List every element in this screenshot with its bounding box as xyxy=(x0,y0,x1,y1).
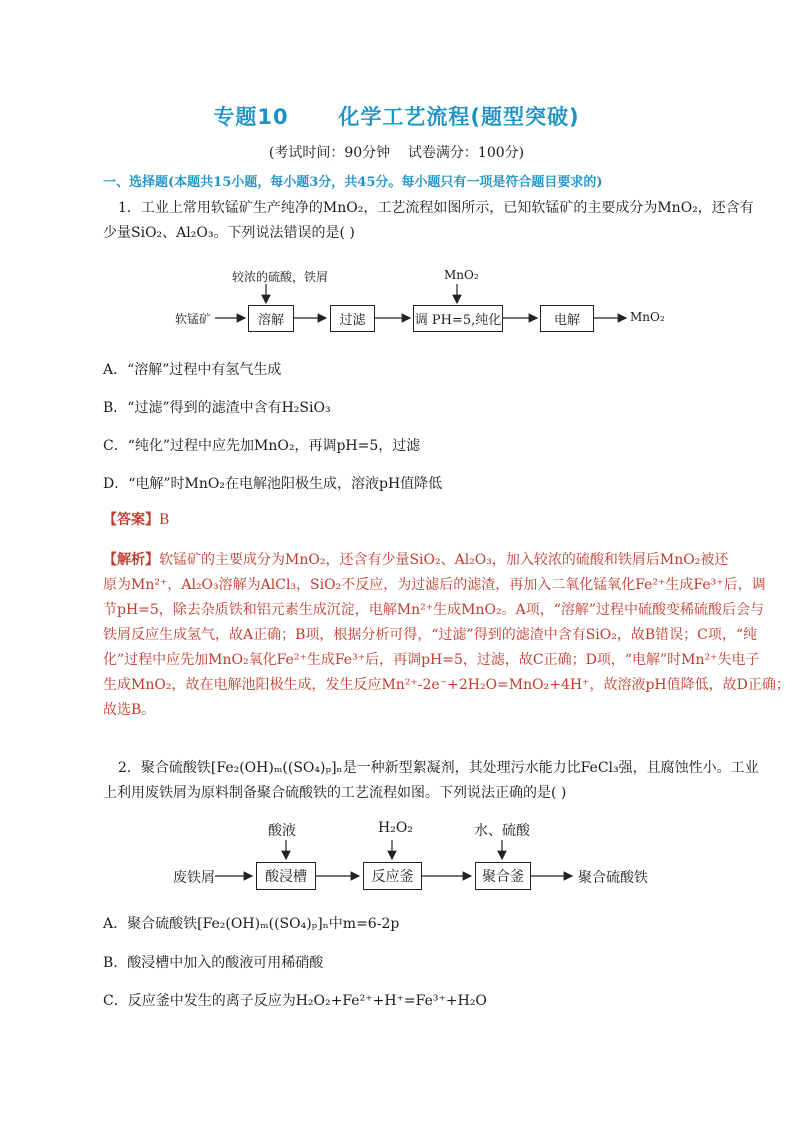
page-title: 专题10 化学工艺流程(题型突破) xyxy=(213,105,580,129)
q2-stem-line2: 上利用废铁屑为原料制备聚合硫酸铁的工艺流程如图。下列说法正确的是( ) xyxy=(103,785,567,801)
q1-reagent1-label: 较浓的硫酸，铁屑 xyxy=(232,270,329,284)
analysis-label: 【解析】 xyxy=(103,552,159,568)
q1-stem-line2: 少量SiO₂、Al₂O₃。下列说法错误的是( ) xyxy=(103,225,355,241)
q1-analysis-line: 故选B。 xyxy=(103,702,156,718)
q2-reagent-label: 酸液 xyxy=(268,823,296,839)
q1-option-b: B．“过滤”得到的滤渣中含有H₂SiO₃ xyxy=(103,400,331,416)
q1-option-c: C．“纯化”过程中应先加MnO₂，再调pH=5，过滤 xyxy=(103,438,421,454)
analysis-text: 软锰矿的主要成分为MnO₂，还含有少量SiO₂、Al₂O₃，加入较浓的硫酸和铁屑后MnO₂被还 xyxy=(159,552,729,568)
q1-analysis-line: 化”过程中应先加MnO₂氧化Fe²⁺生成Fe³⁺后，再调pH=5，过滤，故C正确；D项，“电解”时Mn²⁺失电子 xyxy=(103,652,760,668)
q1-analysis-line: 节pH=5，除去杂质铁和铝元素生成沉淀，电解Mn²⁺生成MnO₂。A项，“溶解”过程中硫酸变稀硫酸后会与 xyxy=(103,602,765,618)
q2-reagent-label: 水、硫酸 xyxy=(474,823,530,839)
q1-analysis-line: 铁屑反应生成氢气，故A正确；B项，根据分析可得，“过滤”得到的滤渣中含有SiO₂，故B错误；C项，“纯 xyxy=(103,627,758,643)
answer-value: B xyxy=(159,512,170,528)
exam-meta: (考试时间：90分钟 试卷满分：100分) xyxy=(268,145,525,161)
section-header: 一、选择题(本题共15小题，每小题3分，共45分。每小题只有一项是符合题目要求的) xyxy=(103,175,603,190)
q2-reagent-label: H₂O₂ xyxy=(378,820,413,836)
answer-label: 【答案】 xyxy=(103,512,159,528)
q1-step-box: 溶解 xyxy=(248,305,294,332)
q2-option-a: A．聚合硫酸铁[Fe₂(OH)ₘ((SO₄)ₚ]ₙ中m=6-2p xyxy=(103,916,400,932)
q1-stem-line1: 1．工业上常用软锰矿生产纯净的MnO₂，工艺流程如图所示，已知软锰矿的主要成分为MnO₂，还含有 xyxy=(118,200,754,216)
q1-step-box: 调 PH=5,纯化 xyxy=(413,305,503,332)
q1-analysis-line: 原为Mn²⁺，Al₂O₃溶解为AlCl₃，SiO₂不反应，为过滤后的滤渣，再加入二氧化锰氧化Fe²⁺生成Fe³⁺后，调 xyxy=(103,577,766,593)
q1-option-a: A．“溶解”过程中有氢气生成 xyxy=(103,362,282,378)
q1-answer xyxy=(103,508,169,533)
q1-analysis-line1 xyxy=(103,548,728,573)
q1-step-box: 电解 xyxy=(540,305,594,332)
q2-step-box: 反应釜 xyxy=(363,862,422,890)
q1-start-label: 软锰矿 xyxy=(175,312,212,326)
q2-step-box: 聚合釜 xyxy=(475,862,531,890)
q2-stem-line1: 2．聚合硫酸铁[Fe₂(OH)ₘ((SO₄)ₚ]ₙ是一种新型絮凝剂，其处理污水能力比FeCl₃强，且腐蚀性小。工业 xyxy=(118,760,759,776)
q1-step-box: 过滤 xyxy=(330,305,375,332)
q1-reagent2-label: MnO₂ xyxy=(444,268,479,282)
q1-analysis-line: 生成MnO₂，故在电解池阳极生成，发生反应Mn²⁺-2e⁻+2H₂O=MnO₂+4H⁺，故溶液pH值降低，故D正确； xyxy=(103,677,790,693)
q2-start-label: 废铁屑 xyxy=(173,870,215,886)
q1-end-label: MnO₂ xyxy=(630,310,665,324)
q2-end-label: 聚合硫酸铁 xyxy=(578,870,648,886)
q2-option-c: C．反应釜中发生的离子反应为H₂O₂+Fe²⁺+H⁺=Fe³⁺+H₂O xyxy=(103,993,487,1009)
q2-option-b: B．酸浸槽中加入的酸液可用稀硝酸 xyxy=(103,955,324,971)
q2-step-box: 酸浸槽 xyxy=(256,862,316,890)
q1-option-d: D．“电解”时MnO₂在电解池阳极生成，溶液pH值降低 xyxy=(103,476,443,492)
